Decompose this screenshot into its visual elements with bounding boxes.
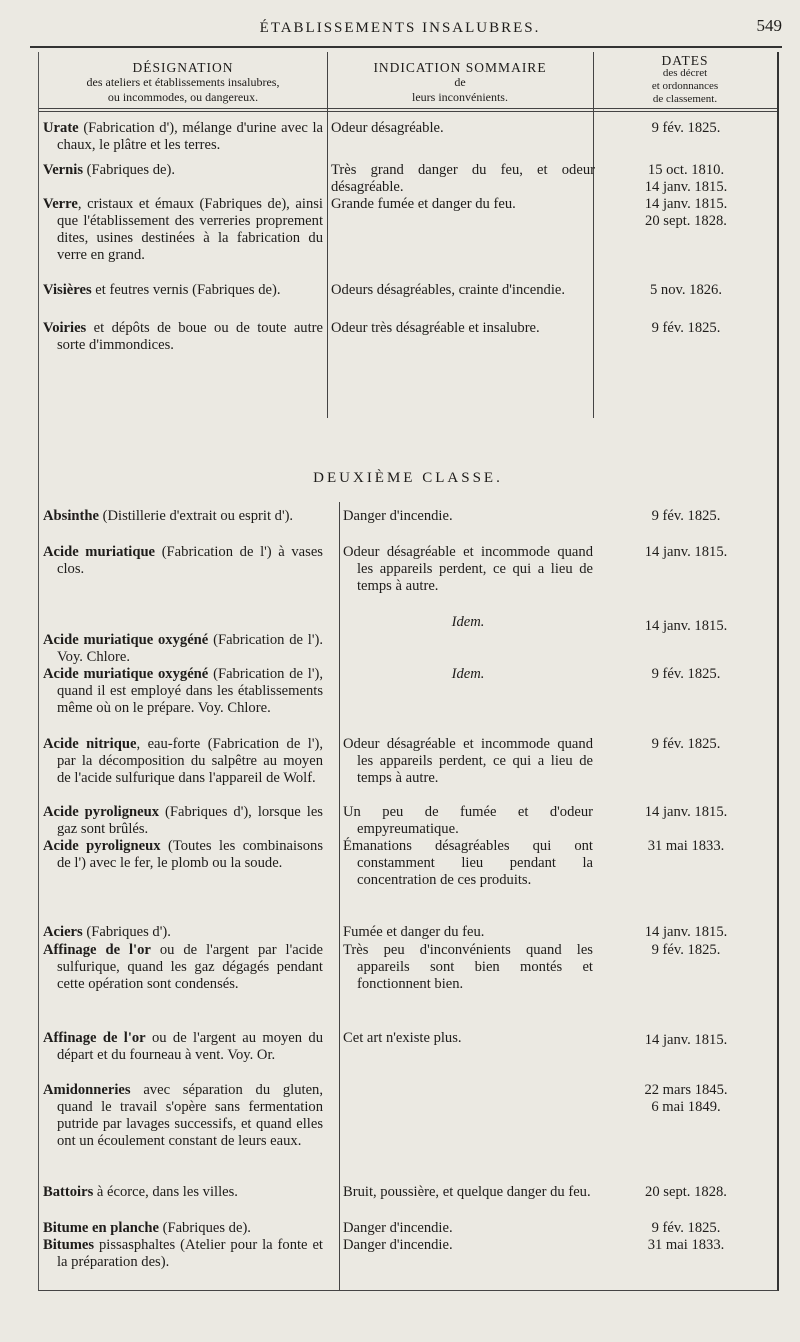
entry-name: Acide pyroligneux <box>43 804 159 820</box>
entry-date: 9 fév. 1825. <box>651 736 721 752</box>
header-line: DATES <box>661 53 709 68</box>
entry-desc: (Fabrication de l') à vases clos. <box>57 544 323 577</box>
entry-dates <box>595 282 777 299</box>
entry-inconvenience: Odeur très désagréable et insalubre. <box>331 320 540 336</box>
entry-dates <box>595 120 777 137</box>
header-line: leurs inconvénients. <box>412 90 508 104</box>
header-line: INDICATION SOMMAIRE <box>373 60 547 75</box>
header-line: et ordonnances <box>651 80 719 92</box>
entry-inconvenience-text: Émanations désagréables qui ont constamment lieu pendant la concentration de ces produits. <box>343 838 593 888</box>
entry-designation <box>43 162 323 179</box>
entry-date: 22 mars 1845. <box>644 1082 728 1098</box>
header-line: de <box>454 75 466 89</box>
entry-name: Battoirs <box>43 1184 94 1200</box>
entry-desc: (Toutes les combinaisons de l') avec le fer, le plomb ou la soude. <box>57 838 323 871</box>
entry-dates <box>595 1220 777 1237</box>
entry-date: 14 janv. 1815. <box>644 179 728 195</box>
entry-inconvenience: Grande fumée et danger du feu. <box>331 196 516 212</box>
entry-dates <box>595 804 777 821</box>
entry-dates <box>595 508 777 525</box>
entry-designation <box>43 1184 323 1201</box>
entry-dates <box>595 736 777 753</box>
entry-name: Visières <box>43 282 92 298</box>
header-line: de classement. <box>652 93 718 105</box>
entry-designation <box>43 282 323 299</box>
entry-designation <box>43 1237 323 1271</box>
entry-desc: et feutres vernis (Fabriques de). <box>91 282 281 298</box>
entry-date: 15 oct. 1810. <box>647 162 725 178</box>
header-indication <box>327 60 593 105</box>
entry-inconvenience: Très grand danger du feu, et odeur désagréable. <box>331 162 595 195</box>
entry-dates <box>595 196 777 230</box>
entry-desc: (Fabriques de). <box>158 1220 251 1236</box>
entry-date: 14 janv. 1815. <box>644 544 728 560</box>
entry-inconvenience-text: Un peu de fumée et d'odeur empyreumatique. <box>343 804 593 837</box>
entry-date: 14 janv. 1815. <box>644 618 728 634</box>
header-designation <box>39 60 327 105</box>
entry-dates <box>595 666 777 683</box>
entry-dates <box>595 1032 777 1049</box>
entry-designation <box>43 1030 323 1064</box>
entry-inconvenience-text: Odeur désagréable et incommode quand les appareils perdent, ce qui a lieu de temps à autre. <box>343 544 593 594</box>
entry-name: Voiries <box>43 320 87 336</box>
entry-name: Absinthe <box>43 508 99 524</box>
entry-desc: (Fabrication d'), mélange d'urine avec la chaux, le plâtre et les terres. <box>57 120 323 153</box>
entry-inconvenience: Idem. <box>451 666 485 682</box>
entry-designation <box>43 632 323 666</box>
entry-inconvenience <box>343 838 593 889</box>
header-line: des ateliers et établissements insalubres, <box>86 75 280 89</box>
entry-inconvenience: Fumée et danger du feu. <box>343 924 485 940</box>
entry-designation <box>43 804 323 838</box>
entry-inconvenience: Cet art n'existe plus. <box>343 1030 462 1046</box>
entry-inconvenience <box>343 942 593 993</box>
section-title: DEUXIÈME CLASSE. <box>313 470 503 486</box>
entry-designation <box>43 942 323 993</box>
entry-dates <box>595 838 777 855</box>
entry-inconvenience-text: Odeur désagréable et incommode quand les appareils perdent, ce qui a lieu de temps à autre. <box>343 736 593 786</box>
entry-designation <box>43 1220 323 1237</box>
entry-name: Bitumes <box>43 1237 95 1253</box>
page-number: 549 <box>756 16 782 35</box>
entry-name: Acide muriatique <box>43 544 156 560</box>
header-line: des décret <box>662 67 708 79</box>
top-rule <box>30 46 782 48</box>
entry-designation <box>43 924 323 941</box>
header-line: ou incommodes, ou dangereux. <box>107 90 259 104</box>
entry-desc: ou de l'argent par l'acide sulfurique, quand les gaz dégagés pendant cette opération sont condensés. <box>57 942 323 992</box>
header-rule <box>39 111 777 112</box>
entry-inconvenience <box>343 1184 593 1201</box>
entry-date: 6 mai 1849. <box>651 1099 721 1115</box>
entry-inconvenience-text: Bruit, poussière, et quelque danger du feu. <box>343 1184 591 1200</box>
entry-date: 20 sept. 1828. <box>645 1184 727 1200</box>
entry-name: Affinage de l'or <box>43 942 151 958</box>
entry-desc: (Fabriques d'), lorsque les gaz sont brûlés. <box>57 804 323 837</box>
entry-desc: (Fabriques de). <box>83 162 176 178</box>
entry-name: Urate <box>43 120 79 136</box>
entry-designation <box>43 1082 323 1150</box>
entry-dates <box>595 1237 777 1254</box>
entry-dates <box>595 1184 777 1201</box>
entry-name: Vernis <box>43 162 84 178</box>
entry-date: 9 fév. 1825. <box>651 666 721 682</box>
entry-inconvenience: Odeurs désagréables, crainte d'incendie. <box>331 282 565 298</box>
entry-inconvenience <box>343 544 593 595</box>
entry-desc: pissasphaltes (Atelier pour la fonte et la préparation des). <box>57 1237 323 1270</box>
entry-dates <box>595 942 777 959</box>
entry-date: 14 janv. 1815. <box>644 924 728 940</box>
entry-date: 9 fév. 1825. <box>651 120 721 136</box>
entry-inconvenience: Idem. <box>451 614 485 630</box>
entry-name: Acide muriatique oxygéné <box>43 666 209 682</box>
entry-date: 9 fév. 1825. <box>651 508 721 524</box>
entry-designation <box>43 120 323 154</box>
column-divider <box>339 502 340 1290</box>
entry-desc: , cristaux et émaux (Fabriques de), ainsi que l'établissement des verreries proprement dites, usines destinées à la fabrication du verre en grand. <box>57 196 323 263</box>
entry-desc: (Fabriques d'). <box>82 924 171 940</box>
entry-desc: et dépôts de boue ou de toute autre sorte d'immondices. <box>57 320 323 353</box>
entry-name: Amidonneries <box>43 1082 131 1098</box>
classification-table <box>38 52 779 1291</box>
entry-inconvenience: Danger d'incendie. <box>343 1220 453 1236</box>
entry-inconvenience: Odeur désagréable. <box>331 120 444 136</box>
entry-name: Affinage de l'or <box>43 1030 146 1046</box>
entry-desc: (Fabrication de l'), quand il est employé dans les établissements même où on le prépare. Voy. Chlore. <box>57 666 323 716</box>
column-divider <box>593 52 594 418</box>
running-head: ÉTABLISSEMENTS INSALUBRES. <box>259 20 541 36</box>
header-dates <box>593 54 777 106</box>
entry-desc: (Fabrication de l'). Voy. Chlore. <box>57 632 323 665</box>
entry-dates <box>595 162 777 196</box>
entry-inconvenience: Danger d'incendie. <box>343 508 453 524</box>
entry-date: 31 mai 1833. <box>647 1237 725 1253</box>
header-line: DÉSIGNATION <box>132 60 234 75</box>
entry-designation <box>43 544 323 578</box>
entry-date: 14 janv. 1815. <box>644 804 728 820</box>
entry-dates <box>595 320 777 337</box>
entry-desc: ou de l'argent au moyen du départ et du fourneau à vent. Voy. Or. <box>57 1030 323 1063</box>
entry-name: Aciers <box>43 924 83 940</box>
entry-date: 9 fév. 1825. <box>651 1220 721 1236</box>
entry-desc: (Distillerie d'extrait ou esprit d'). <box>98 508 294 524</box>
entry-date: 14 janv. 1815. <box>644 196 728 212</box>
entry-designation <box>43 508 323 525</box>
entry-dates <box>595 1082 777 1116</box>
entry-name: Bitume en planche <box>43 1220 159 1236</box>
entry-date: 9 fév. 1825. <box>651 942 721 958</box>
entry-name: Acide nitrique <box>43 736 137 752</box>
entry-inconvenience-text: Très peu d'inconvénients quand les appareils sont bien montés et fonctionnent bien. <box>343 942 593 992</box>
entry-name: Verre <box>43 196 78 212</box>
entry-designation <box>43 666 323 717</box>
entry-inconvenience <box>343 804 593 838</box>
entry-desc: , eau-forte (Fabrication de l'), par la décomposition du salpêtre au moyen de l'acide sulfurique dans l'appareil de Wolf. <box>57 736 323 786</box>
entry-designation <box>43 196 323 264</box>
header-rule <box>39 108 777 109</box>
entry-name: Acide pyroligneux <box>43 838 161 854</box>
entry-date: 14 janv. 1815. <box>644 1032 728 1048</box>
column-divider <box>327 52 328 418</box>
entry-name: Acide muriatique oxygéné <box>43 632 209 648</box>
entry-inconvenience: Danger d'incendie. <box>343 1237 453 1253</box>
entry-dates <box>595 924 777 941</box>
entry-dates <box>595 544 777 561</box>
entry-designation <box>43 736 323 787</box>
entry-date: 20 sept. 1828. <box>645 213 727 229</box>
entry-date: 9 fév. 1825. <box>651 320 721 336</box>
entry-dates <box>595 618 777 635</box>
entry-desc: à écorce, dans les villes. <box>93 1184 238 1200</box>
entry-date: 31 mai 1833. <box>647 838 725 854</box>
entry-date: 5 nov. 1826. <box>649 282 723 298</box>
entry-designation <box>43 320 323 354</box>
entry-designation <box>43 838 323 872</box>
entry-desc: avec séparation du gluten, quand le travail s'opère sans fermentation putride par lavages successifs, et quand elles ont un écoulement constant de leurs eaux. <box>57 1082 323 1149</box>
entry-inconvenience <box>343 736 593 787</box>
